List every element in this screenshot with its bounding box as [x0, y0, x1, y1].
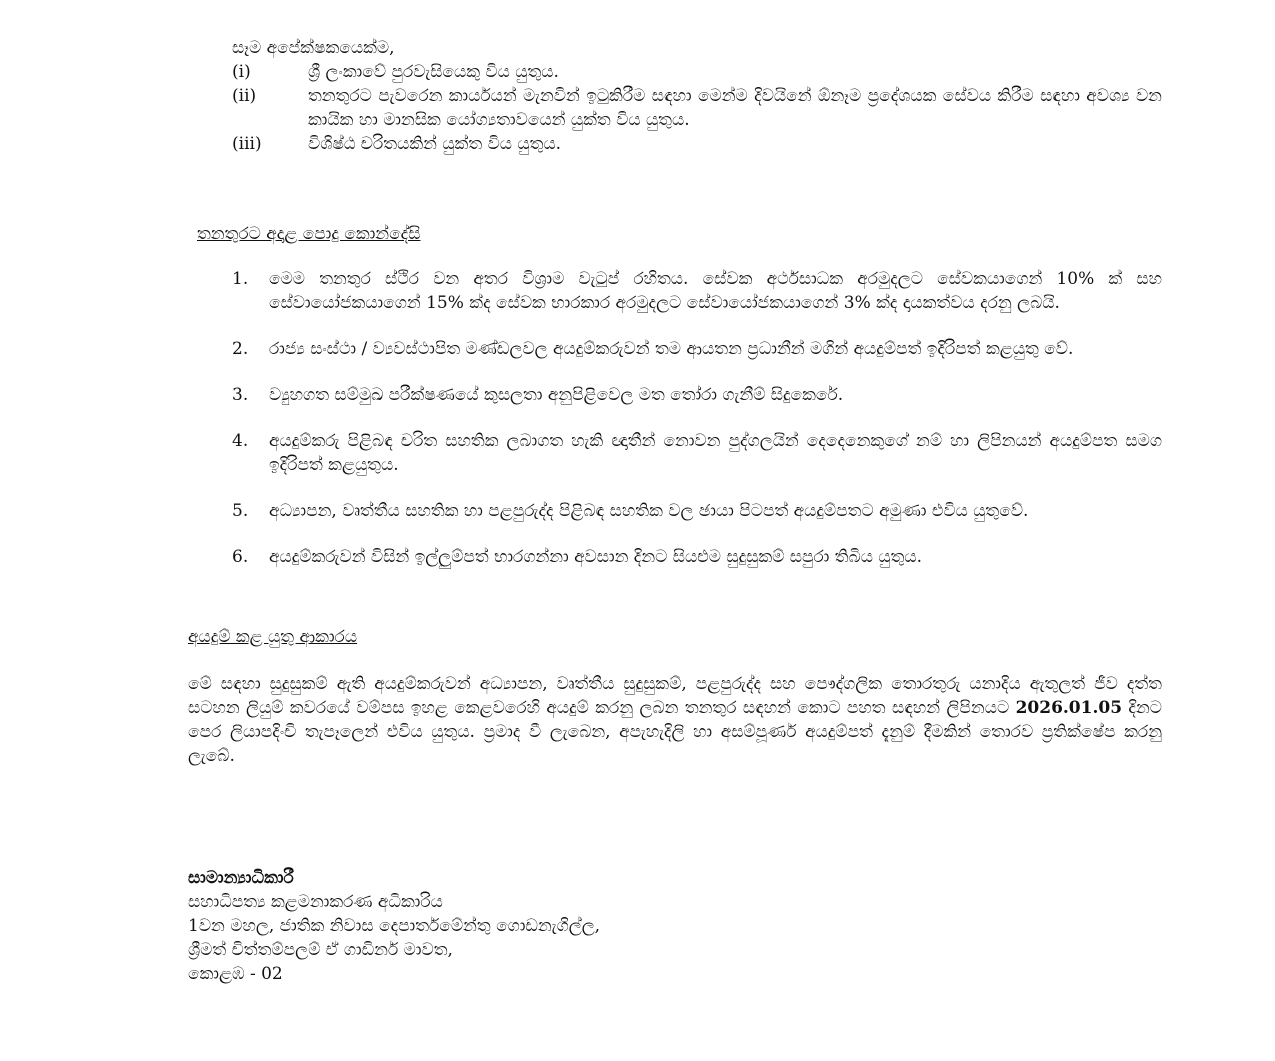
condition-item: [232, 337, 1162, 361]
application-deadline: 2026.01.05: [1015, 698, 1123, 718]
condition-text: අයදුම්කරු පිළිබඳ චරිත සහතික ලබාගත හැකි ඥාතීන් නොවන පුද්ගලයින් දෙදෙනෙකුගේ නම් හා ලිපිනයන් අයදුම්පත සමග ඉදිරිපත් කළයුතුය.: [269, 431, 1162, 475]
application-text-after: දිනට පෙර ලියාපදිංචි තැපෑලෙන් එවිය යුතුය. ප්‍රමාද වී ලැබෙන, අපැහැදිලි හා අසම්පූර්ණ අයදුම්පත් දැනුම් දීමකින් තොරව ප්‍රතික්ෂේප කරනු ලැබේ.: [188, 698, 1163, 766]
qualification-text: තනතුරට පැවරෙන කාර්යයන් මැනවින් ඉටුකිරීම සඳහා මෙන්ම දිවයිනේ ඕනෑම ප්‍රදේශයක සේවය කිරීම සඳහා අවශ්‍ය වන කායික හා මානසික යෝග්‍යතාවයෙන් යුක්ත විය යුතුය.: [308, 86, 1162, 130]
address-block: [188, 866, 888, 986]
condition-number: 2.: [232, 339, 249, 359]
condition-item: [232, 545, 1162, 569]
qualification-item: [232, 132, 1162, 156]
application-paragraph: [188, 672, 1162, 768]
qualification-text: ශ්‍රී ලංකාවේ පුරවැසියෙකු විය යුතුය.: [308, 62, 559, 82]
qualification-number: (ii): [232, 86, 257, 106]
qualification-item: [232, 60, 1162, 84]
condition-text: ව්‍යුහගත සම්මුඛ පරීක්ෂණයේ කුසලතා අනුපිළිවෙල මත තෝරා ගැනීම් සිදුකෙරේ.: [269, 385, 844, 405]
condition-text: රාජ්‍ය සංස්ථා / ව්‍යවස්ථාපිත මණ්ඩලවල අයදුම්කරුවන් තම ආයතන ප්‍රධානීන් මගින් අයදුම්පත් ඉදිරිපත් කළයුතු වේ.: [269, 339, 1074, 359]
condition-number: 6.: [232, 547, 249, 567]
address-line: කොළඹ - 02: [188, 964, 283, 984]
address-line: 1වන මහල, ජාතික නිවාස දෙපාර්තමේන්තු ගොඩනැගිල්ල,: [188, 916, 601, 936]
address-title: සාමාන්‍යාධිකාරී: [188, 868, 294, 888]
conditions-heading: තනතුරට අදාළ පොදු කොන්දේසි: [197, 224, 421, 244]
condition-item: [232, 267, 1162, 315]
condition-number: 4.: [232, 431, 249, 451]
condition-item: [232, 383, 1162, 407]
condition-number: 5.: [232, 501, 249, 521]
qualifications-intro: [232, 36, 1162, 60]
condition-text: අධ්‍යාපන, වෘත්තීය සහතික හා පළපුරුද්ද පිළිබඳ සහතික වල ඡායා පිටපත් අයදුම්පතට අමුණා එවිය යුතුවේ.: [269, 501, 1029, 521]
qualification-text: විශිෂ්ඨ චරිතයකින් යුක්ත විය යුතුය.: [308, 134, 562, 154]
condition-item: [232, 499, 1162, 523]
qualifications-intro-text: සෑම අපේක්ෂකයෙක්ම,: [232, 38, 395, 58]
address-line: සහාධිපත්‍ය කළමනාකරණ අධිකාරිය: [188, 892, 443, 912]
qualification-number: (i): [232, 62, 251, 82]
qualification-number: (iii): [232, 134, 262, 154]
qualifications-list: [232, 60, 1162, 156]
application-heading: අයදුම් කළ යුතු ආකාරය: [188, 627, 358, 647]
qualification-item: [232, 84, 1162, 132]
condition-number: 1.: [232, 269, 249, 289]
conditions-list: [232, 267, 1162, 591]
condition-text: මෙම තනතුර ස්ථිර වන අතර විශ්‍රාම වැටුප් රහිතය. සේවක අර්ථසාධක අරමුදලට සේවකයාගෙන් 10% ක් සහ සේවායෝජකයාගෙන් 15% ක්ද සේවක භාරකාර අරමුදලට සේවායෝජකයාගෙන් 3% ක්ද දායකත්වය දරනු ලබයි.: [269, 269, 1162, 313]
condition-number: 3.: [232, 385, 249, 405]
condition-item: [232, 429, 1162, 477]
application-text-before: මේ සඳහා සුදුසුකම් ඇති අයදුම්කරුවන් අධ්‍යාපන, වෘත්තීය සුදුසුකම්, පළපුරුද්ද සහ පෞද්ගලික තොරතුරු යනාදිය ඇතුලත් ජීව දත්ත සටහන ලියුම් කවරයේ වම්පස ඉහළ කෙළවරෙහි අයදුම් කරනු ලබන තනතුර සඳහන් කොට පහත සඳහන් ලිපිනයට: [188, 674, 1162, 718]
condition-text: අයදුම්කරුවන් විසින් ඉල්ලුම්පත් භාරගන්නා අවසාන දිනට සියළුම සුදුසුකම් සපුරා තිබිය යුතුය.: [269, 547, 923, 567]
address-line: ශ්‍රීමත් චිත්තම්පලම් ඒ ගාඩිනර් මාවත,: [188, 940, 453, 960]
